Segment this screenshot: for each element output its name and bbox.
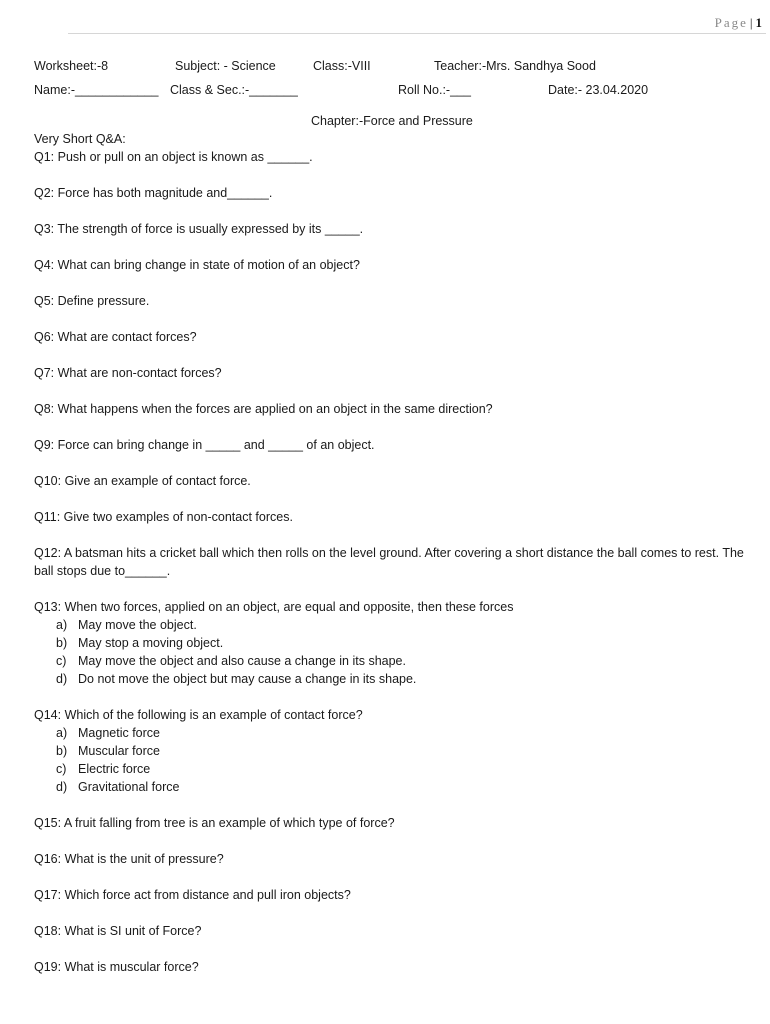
question-list — [34, 130, 752, 994]
class-section-field: Class & Sec.:-_______ — [170, 83, 298, 97]
page-number-value: 1 — [755, 15, 762, 30]
option-label: d) — [56, 780, 68, 794]
option-label: a) — [56, 618, 68, 632]
option-label: c) — [56, 762, 67, 776]
page-label: Page — [714, 15, 748, 30]
question-17: Q17: Which force act from distance and pull iron objects? — [34, 888, 351, 902]
option-item — [34, 670, 752, 688]
question-3: Q3: The strength of force is usually expressed by its _____. — [34, 222, 364, 236]
question-7: Q7: What are non-contact forces? — [34, 366, 222, 380]
class: Class:-VIII — [313, 59, 371, 73]
question-13-text: Q13: When two forces, applied on an object, are equal and opposite, then these forces — [34, 600, 514, 614]
option-label: b) — [56, 744, 68, 758]
name-field: Name:-____________ — [34, 83, 159, 97]
option-item — [34, 724, 752, 742]
question-19: Q19: What is muscular force? — [34, 960, 199, 974]
option-text: Muscular force — [78, 744, 160, 758]
question-5: Q5: Define pressure. — [34, 294, 150, 308]
question-10: Q10: Give an example of contact force. — [34, 474, 251, 488]
option-item — [34, 634, 752, 652]
question-2: Q2: Force has both magnitude and______. — [34, 186, 273, 200]
question-8: Q8: What happens when the forces are applied on an object in the same direction? — [34, 402, 493, 416]
option-text: Do not move the object but may cause a change in its shape. — [78, 672, 417, 686]
chapter-title: Chapter:-Force and Pressure — [311, 114, 473, 128]
option-label: b) — [56, 636, 68, 650]
option-item — [34, 778, 752, 796]
option-text: May move the object. — [78, 618, 197, 632]
teacher: Teacher:-Mrs. Sandhya Sood — [434, 59, 596, 73]
question-1: Q1: Push or pull on an object is known as ______. — [34, 150, 313, 164]
question-12: Q12: A batsman hits a cricket ball which then rolls on the level ground. After covering a short distance the ball comes to rest. The ball stops due to______. — [34, 546, 744, 578]
page-number: Page | 1 — [714, 15, 762, 30]
option-item — [34, 652, 752, 670]
question-14-text: Q14: Which of the following is an example of contact force? — [34, 708, 363, 722]
question-16: Q16: What is the unit of pressure? — [34, 852, 224, 866]
question-13 — [34, 598, 752, 688]
option-item — [34, 616, 752, 634]
option-text: Electric force — [78, 762, 151, 776]
option-text: May stop a moving object. — [78, 636, 224, 650]
worksheet-number: Worksheet:-8 — [34, 59, 109, 73]
option-text: Magnetic force — [78, 726, 160, 740]
date: Date:- 23.04.2020 — [548, 83, 649, 97]
question-4: Q4: What can bring change in state of motion of an object? — [34, 258, 360, 272]
option-label: d) — [56, 672, 68, 686]
roll-number-field: Roll No.:-___ — [398, 83, 471, 97]
option-text: Gravitational force — [78, 780, 180, 794]
section-title: Very Short Q&A: — [34, 132, 126, 146]
question-15: Q15: A fruit falling from tree is an example of which type of force? — [34, 816, 395, 830]
page-header — [68, 14, 766, 34]
subject: Subject: - Science — [175, 59, 276, 73]
option-label: c) — [56, 654, 67, 668]
option-label: a) — [56, 726, 68, 740]
question-6: Q6: What are contact forces? — [34, 330, 197, 344]
question-14 — [34, 706, 752, 796]
option-text: May move the object and also cause a change in its shape. — [78, 654, 406, 668]
question-9: Q9: Force can bring change in _____ and _____ of an object. — [34, 438, 375, 452]
question-18: Q18: What is SI unit of Force? — [34, 924, 202, 938]
option-item — [34, 760, 752, 778]
option-item — [34, 742, 752, 760]
question-11: Q11: Give two examples of non-contact forces. — [34, 510, 293, 524]
